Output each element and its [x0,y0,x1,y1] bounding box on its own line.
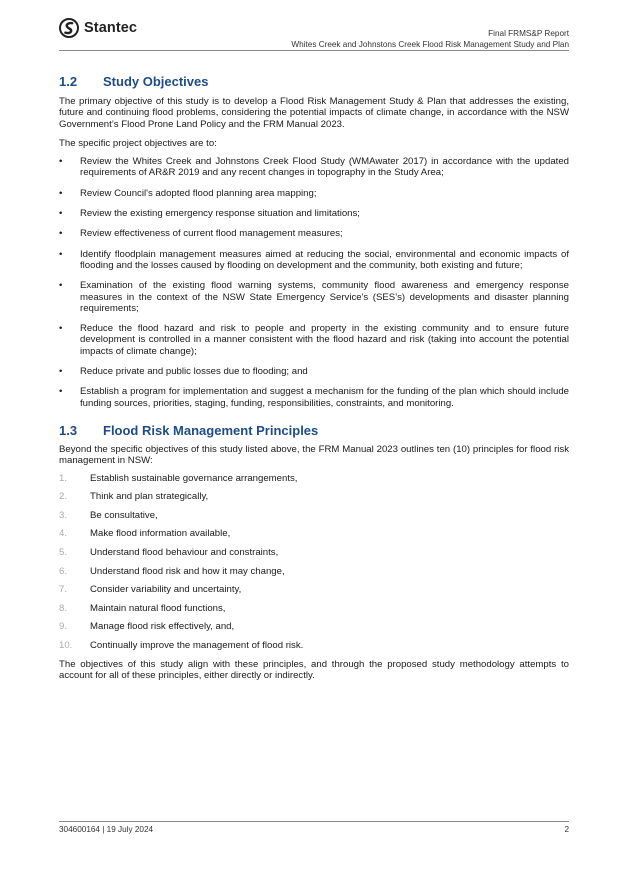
objectives-lead: The specific project objectives are to: [59,137,217,149]
section-number: 1.2 [59,74,78,89]
list-item [59,323,569,357]
bullet-icon: • [59,228,63,240]
list-item [59,584,569,595]
list-number: 7. [59,584,68,596]
list-item [59,640,569,651]
bullet-icon: • [59,248,63,260]
list-item-text: Make flood information available, [90,528,231,540]
list-number: 10. [59,639,73,651]
list-item-text: Continually improve the management of flood risk. [90,639,304,651]
report-type: Final FRMS&P Report [488,29,569,38]
list-item-text: Review the Whites Creek and Johnstons Creek Flood Study (WMAwater 2017) in accordance with the updated requirements of AR&R 2019 and any recent changes in topography in the Study Area; [80,156,569,179]
bullet-icon: • [59,366,63,378]
list-item-text: Consider variability and uncertainty, [90,584,242,596]
bullet-icon: • [59,156,63,168]
list-item-text: Review Council's adopted flood planning area mapping; [80,187,317,199]
objectives-list [59,156,569,409]
report-title: Whites Creek and Johnstons Creek Flood Risk Management Study and Plan [291,40,569,49]
section-number: 1.3 [59,422,78,438]
section-title: Study Objectives [103,74,209,89]
list-item [59,528,569,539]
list-item [59,566,569,577]
list-item [59,386,569,409]
list-item-text: Establish sustainable governance arrangements, [90,472,298,484]
page-number: 2 [564,825,569,834]
list-number: 9. [59,621,68,633]
list-item-text: Reduce the flood hazard and risk to people and property in the existing community and to ensure future development is controlled in a manner consistent with the flood hazard and risk (taking into account the potential impacts of climate change); [80,323,569,357]
list-item [59,249,569,272]
bullet-icon: • [59,187,63,199]
page-content [59,74,569,682]
list-item [59,156,569,179]
list-item-text: Examination of the existing flood warning systems, community flood awareness and emergency response measures in the context of the NSW State Emergency Service's (SES’s) developments and disaster planning requirements; [80,280,569,314]
list-item [59,621,569,632]
bullet-icon: • [59,208,63,220]
list-item-text: Be consultative, [90,509,158,521]
section-1-3-heading [59,423,569,438]
list-number: 4. [59,528,68,540]
list-item-text: Think and plan strategically, [90,491,209,503]
list-item-text: Review the existing emergency response situation and limitations; [80,208,360,220]
list-item [59,188,569,199]
list-item [59,473,569,484]
list-item [59,208,569,219]
section-1-3-closing: The objectives of this study align with these principles, and through the proposed study methodology attempts to account for all of these principles, either directly or indirectly. [59,659,569,682]
list-item-text: Understand flood behaviour and constraints, [90,546,279,558]
list-item-text: Review effectiveness of current flood management measures; [80,228,343,240]
section-title: Flood Risk Management Principles [103,422,319,438]
list-number: 1. [59,472,68,484]
footer-divider [59,821,569,822]
list-number: 8. [59,602,68,614]
bullet-icon: • [59,386,63,398]
list-item [59,547,569,558]
list-item [59,280,569,314]
bullet-icon: • [59,280,63,292]
report-header [291,28,569,50]
list-item [59,603,569,614]
list-number: 5. [59,546,68,558]
section-1-2-intro: The primary objective of this study is to develop a Flood Risk Management Study & Plan that addresses the existing, future and continuing flood problems, considering the potential impacts of climate change, in accordance with the NSW Government’s Flood Prone Land Policy and the FRM Manual 2023. [59,96,569,130]
list-item-text: Maintain natural flood functions, [90,602,226,614]
list-item [59,510,569,521]
header-divider [59,50,569,51]
list-item-text: Reduce private and public losses due to flooding; and [80,366,308,378]
list-item [59,366,569,377]
list-item-text: Understand flood risk and how it may change, [90,565,285,577]
brand-name: Stantec [84,20,138,36]
list-item-text: Identify floodplain management measures aimed at reducing the social, environmental and economic impacts of flooding and the losses caused by flooding on development and the community, both existing and future; [80,248,569,271]
document-reference: 304600164 | 19 July 2024 [59,825,154,834]
section-1-2-heading [59,74,569,89]
principles-list [59,473,569,652]
list-number: 6. [59,565,68,577]
stantec-logo-icon [59,18,79,38]
bullet-icon: • [59,323,63,335]
brand-logo [59,18,137,38]
list-number: 3. [59,509,68,521]
list-number: 2. [59,491,68,503]
list-item-text: Establish a program for implementation and suggest a mechanism for the funding of the plan which should include funding sources, priorities, staging, funding, responsibilities, constraints, and monitoring. [80,386,569,409]
list-item [59,491,569,502]
list-item-text: Manage flood risk effectively, and, [90,621,235,633]
section-1-3-intro: Beyond the specific objectives of this study listed above, the FRM Manual 2023 outlines ten (10) principles for flood risk management in NSW: [59,443,569,467]
list-item [59,228,569,239]
